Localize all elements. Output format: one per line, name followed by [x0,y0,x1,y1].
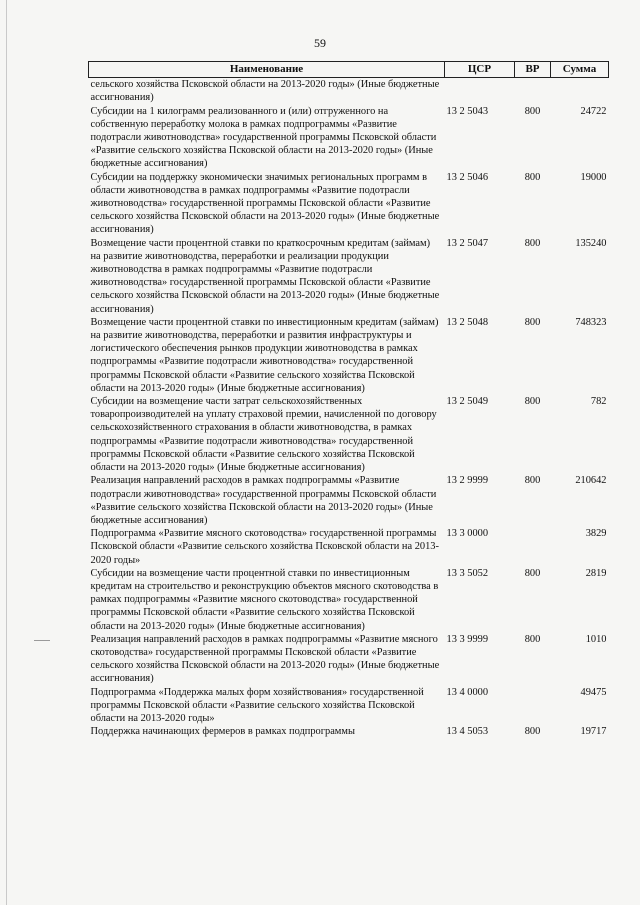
cell-vr: 800 [524,105,541,117]
cell-csr: 13 3 9999 [446,633,489,645]
cell-sum: 135240 [575,237,607,249]
cell-sum: 19000 [580,171,607,183]
cell-csr: 13 2 5048 [446,316,489,328]
cell-csr [445,78,515,105]
cell-name: Возмещение части процентной ставки по инвестиционным кредитам (займам) на развитие животноводства, переработки и развития инфраструктуры и логистического обеспечения рынков продукции животноводства в рамках подпрограммы «Развитие подотрасли животноводства» государственной программы Псковской области «Развитие сельского хозяйства Псковской области на 2013-2020 годы» (Иные бюджетные ассигнования) [90,316,439,394]
table-row [89,78,609,105]
cell-name: Реализация направлений расходов в рамках подпрограммы «Развитие подотрасли животноводства» государственной программы Псковской области «Развитие сельского хозяйства Псковской области на 2013-2020 годы» (Иные бюджетные ассигнования) [90,475,437,526]
margin-mark [34,640,50,641]
cell-sum: 748323 [575,316,607,328]
cell-name: Субсидии на возмещение части затрат сельскохозяйственных товаропроизводителей на уплату страховой премии, начисленной по договору сельскохозяйственного страхования в области животноводства, в рамках подпрограммы «Развитие подотрасли животноводства» государственной программы Псковской области «Развитие сельского хозяйства Псковской области на 2013-2020 годы» (Иные бюджетные ассигнования) [90,396,437,474]
cell-vr [515,78,551,105]
header-csr: ЦСР [445,62,515,78]
scan-edge-line [6,0,7,905]
cell-sum: 1010 [585,633,607,645]
cell-vr: 800 [524,237,541,249]
cell-vr: 800 [524,171,541,183]
cell-csr: 13 3 0000 [446,528,489,540]
cell-csr: 13 4 0000 [446,686,489,698]
table-row [89,237,609,316]
table-row [89,105,609,171]
table-row [89,474,609,527]
cell-csr: 13 4 5053 [446,726,489,738]
cell-csr: 13 2 5043 [446,105,489,117]
cell-vr: 800 [524,396,541,408]
cell-name: Субсидии на возмещение части процентной ставки по инвестиционным кредитам на строительство и реконструкцию объектов мясного скотоводства в рамках подпрограммы «Развитие мясного скотоводства» государственной программы Псковской области «Развитие сельского хозяйства Псковской области на 2013-2020 годы» (Иные бюджетные ассигнования) [90,567,439,632]
table-row [89,686,609,726]
cell-vr [515,686,551,726]
cell-name: Реализация направлений расходов в рамках подпрограммы «Развитие мясного скотоводства» государственной программы Псковской области «Развитие сельского хозяйства Псковской области на 2013-2020 годы» (Иные бюджетные ассигнования) [90,633,440,685]
cell-sum: 782 [590,396,607,408]
budget-table [88,61,609,738]
table-row [89,316,609,395]
table-row [89,395,609,474]
table-row [89,171,609,237]
cell-csr: 13 2 5049 [446,396,489,408]
cell-sum: 24722 [580,105,607,117]
table-header-row [89,62,609,78]
cell-csr: 13 2 5047 [446,237,489,249]
table-row [89,567,609,633]
cell-name: Подпрограмма «Поддержка малых форм хозяйствования» государственной программы Псковской области «Развитие сельского хозяйства Псковской области на 2013-2020 годы» [90,686,424,724]
cell-csr: 13 3 5052 [446,567,489,579]
cell-vr: 800 [524,633,541,645]
cell-vr: 800 [524,726,541,738]
cell-csr: 13 2 5046 [446,171,489,183]
cell-sum: 19717 [580,726,607,738]
header-sum: Сумма [551,62,609,78]
cell-vr: 800 [524,475,541,487]
cell-name: Субсидии на 1 килограмм реализованного и (или) отгруженного на собственную переработку молока в рамках подпрограммы «Развитие подотрасли животноводства» государственной программы Псковской области «Развитие сельского хозяйства Псковской области на 2013-2020 годы» (Иные бюджетные ассигнования) [90,105,437,170]
cell-name: Поддержка начинающих фермеров в рамках подпрограммы [90,726,355,738]
cell-name: Субсидии на поддержку экономически значимых региональных программ в области животноводства в рамках подпрограммы «Развитие подотрасли животноводства» государственной программы Псковской области «Развитие сельского хозяйства Псковской области на 2013-2020 годы» (Иные бюджетные ассигнования) [90,171,440,236]
cell-csr: 13 2 9999 [446,475,489,487]
cell-sum: 49475 [580,686,607,698]
cell-vr [515,527,551,567]
cell-name: Подпрограмма «Развитие мясного скотоводства» государственной программы Псковской области «Развитие сельского хозяйства Псковской области на 2013-2020 годы» [90,528,439,566]
header-name: Наименование [89,62,445,78]
cell-sum: 2819 [585,567,607,579]
table-row [89,725,609,738]
cell-sum: 210642 [575,475,607,487]
cell-sum [551,78,609,105]
cell-vr: 800 [524,316,541,328]
header-vr: ВР [515,62,551,78]
cell-sum: 3829 [585,528,607,540]
page-number: 59 [314,36,326,50]
cell-name: Возмещение части процентной ставки по краткосрочным кредитам (займам) на развитие животноводства, переработки и реализации продукции животноводства в рамках подпрограммы «Развитие подотрасли животноводства» государственной программы Псковской области «Развитие сельского хозяйства Псковской области на 2013-2020 годы» (Иные бюджетные ассигнования) [90,237,440,315]
cell-vr: 800 [524,567,541,579]
cell-name: сельского хозяйства Псковской области на 2013-2020 годы» (Иные бюджетные ассигнования) [90,79,440,104]
table-row [89,527,609,567]
table-row [89,633,609,686]
